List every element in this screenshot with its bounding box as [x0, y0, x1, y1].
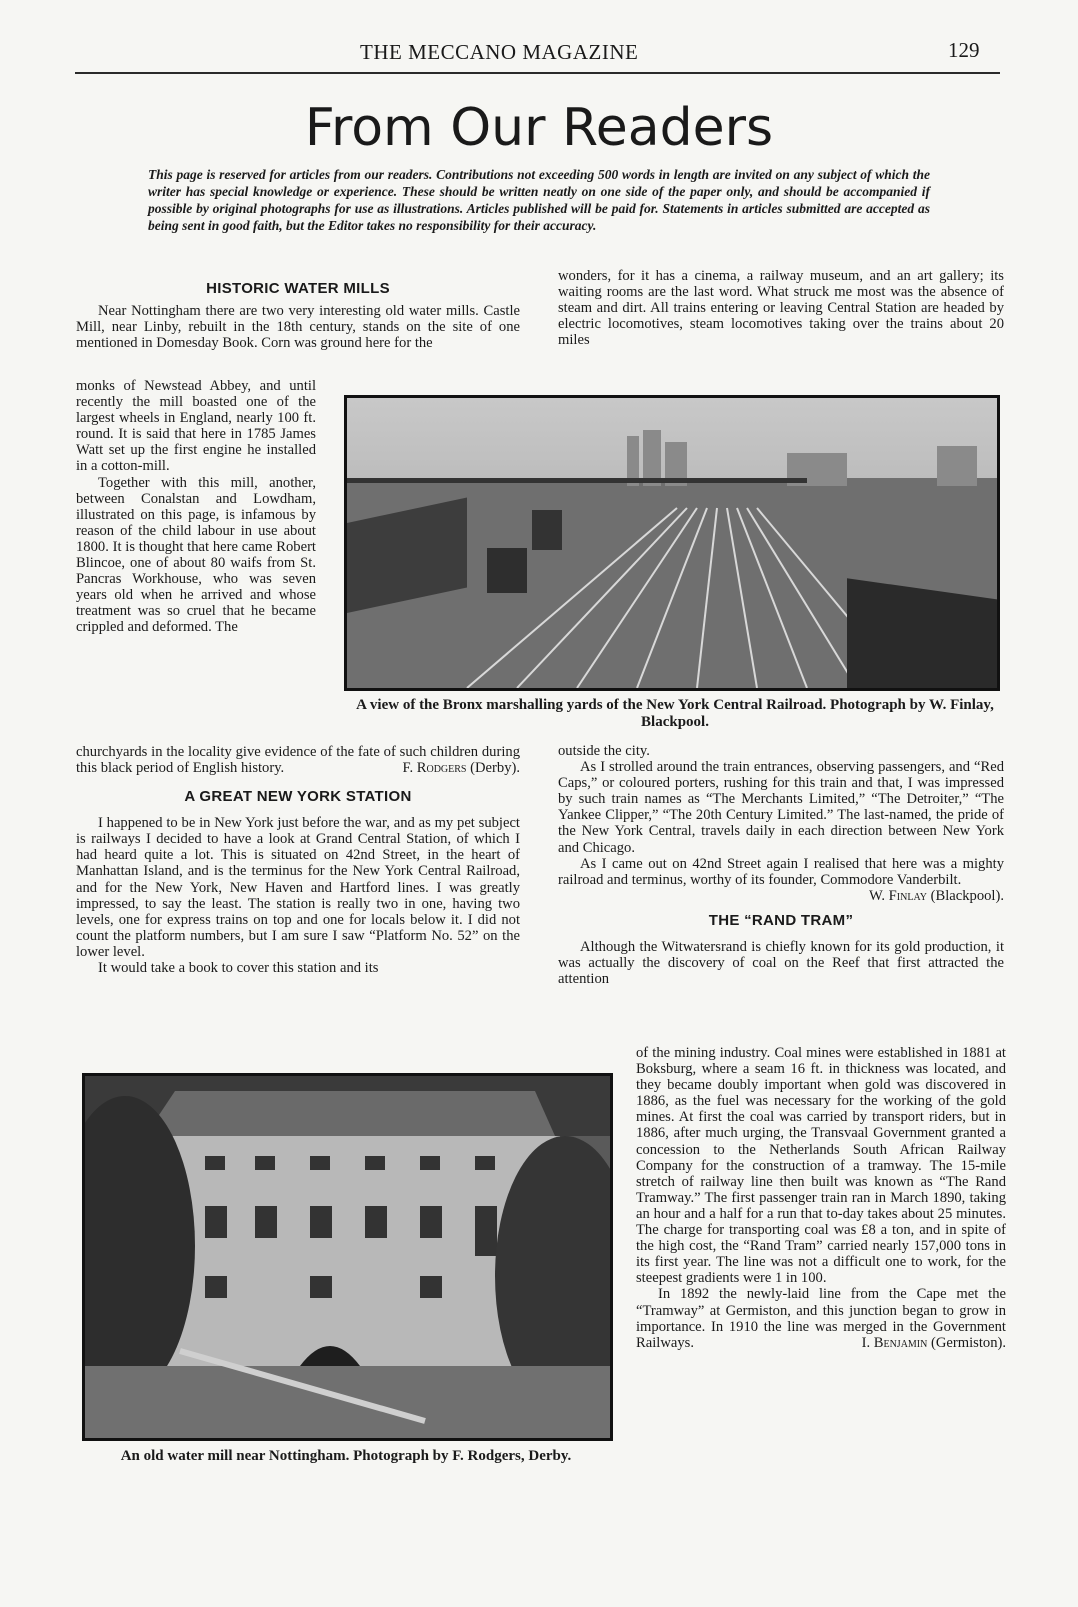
article-paragraph: Together with this mill, another, between Conalstan and Lowdham, illustrated on this page, is infamous by reason of the child labour in use about 1800. It is thought that here came Robert Blincoe, one of about 80 waifs from St. Pancras Workhouse, who was seven years old when he arrived and whose treatment was so cruel that he became crippled and deformed. The: [76, 474, 316, 636]
intro-paragraph: This page is reserved for articles from our readers. Contributions not exceeding 500 words in length are invited on any subject of which the writer has special knowledge or experience. These should be written neatly on one side of the paper only, and should be accompanied if possible by original photographs for use as illustrations. Articles published will be paid for. Statements in articles submitted are accepted as being sent in good faith, but the Editor takes no responsibility for their accuracy.: [148, 167, 930, 233]
article-heading: THE “RAND TRAM”: [708, 911, 854, 929]
article-ny-station-cont: [558, 268, 1004, 348]
water-mill-photo: [82, 1073, 613, 1441]
mill-photo-caption: An old water mill near Nottingham. Photograph by F. Rodgers, Derby.: [120, 1448, 572, 1464]
article-paragraph: outside the city.: [558, 743, 650, 759]
article-water-mills-top: [76, 280, 520, 351]
author-name: I. Benjamin: [861, 1334, 928, 1351]
article-paragraph: of the mining industry. Coal mines were established in 1881 at Boksburg, where a seam 16 ft. in thickness was located, and they became doubly important when gold was discovered in 1886, as the fuel was necessary for the working of the gold mines. At first the coal was carried by transport riders, but in 1886, after much urging, the Transvaal Government granted a concession to the Netherlands South African Railway Company for the construction of a tramway. The 15-mile stretch of railway line then built was known as “The Rand Tramway.” The first passenger train ran in March 1890, taking an hour and a half for a run that to-day takes about 25 minutes. The charge for transporting coal was £8 a ton, and in spite of the high cost, the “Rand Tram” carried nearly 157,000 tons in its first year. The line was not a difficult one to work, for the steepest gradients were 1 in 100.: [636, 1045, 1006, 1287]
article-paragraph: It would take a book to cover this station and its: [98, 960, 379, 977]
article-paragraph: As I came out on 42nd Street again I realised that here was a mighty railroad and terminus, worthy of its founder, Commodore Vanderbilt.: [558, 855, 1004, 888]
railway-yard-image: [347, 398, 997, 688]
header-rule: [75, 72, 1000, 74]
water-mill-image: [85, 1076, 610, 1438]
article-paragraph: monks of Newstead Abbey, and until recently the mill boasted one of the largest wheels in England, nearly 100 ft. round. It is said that here in 1785 James Watt set up the first engine he installed in a cotton-mill.: [76, 378, 316, 475]
article-paragraph: Although the Witwatersrand is chiefly known for its gold production, it was actually the discovery of coal on the Reef that first attracted the attention: [558, 938, 1004, 988]
railway-photo-caption: A view of the Bronx marshalling yards of the New York Central Railroad. Photograph by W. Finlay, Blackpool.: [356, 697, 994, 730]
article-rand-tram-cont: [636, 1045, 1006, 1351]
author-name: F. Rodgers: [402, 760, 467, 777]
article-ny-station-end: [558, 743, 1004, 987]
article-heading: HISTORIC WATER MILLS: [206, 280, 390, 297]
author-name: W. Finlay: [868, 887, 927, 904]
article-paragraph: In 1892 the newly-laid line from the Cape met the “Tramway” at Germiston, and this junction began to grow in importance. In 1910 the line was merged in the Government Railways.: [636, 1286, 1006, 1351]
article-paragraph: Near Nottingham there are two very interesting old water mills. Castle Mill, near Linby, rebuilt in the 18th century, stands on the site of one mentioned in Domesday Book. Corn was ground here for the: [76, 303, 520, 352]
article-paragraph: churchyards in the locality give evidence of the fate of such children during this black period of English history.: [76, 744, 520, 777]
magazine-title: THE MECCANO MAGAZINE: [360, 40, 639, 64]
page-number: 129: [948, 38, 980, 62]
page-title: From Our Readers: [304, 98, 774, 158]
article-paragraph: wonders, for it has a cinema, a railway museum, and an art gallery; its waiting rooms are the last word. What struck me most was the absence of steam and dirt. All trains entering or leaving Central Station are headed by electric locomotives, steam locomotives taking over the trains about 20 miles: [558, 268, 1004, 349]
author-signature: [558, 888, 1004, 904]
railway-yard-photo: [344, 395, 1000, 691]
article-water-mills-end: [76, 744, 520, 976]
author-place: (Blackpool).: [930, 887, 1004, 904]
article-water-mills-narrow: [76, 378, 316, 636]
author-place: (Derby).: [470, 760, 520, 777]
article-heading: A GREAT NEW YORK STATION: [184, 788, 412, 806]
author-place: (Germiston).: [931, 1334, 1006, 1351]
article-paragraph: As I strolled around the train entrances, observing passengers, and “Red Caps,” or coloured porters, rushing for this train and that, I was impressed by such train names as “The Merchants Limited,” “The Detroiter,” “The Yankee Clipper,” “The 20th Century Limited.” The last-named, the pride of the New York Central, travels daily in each direction between New York and Chicago.: [558, 759, 1004, 856]
article-paragraph: I happened to be in New York just before the war, and as my pet subject is railways I decided to have a look at Grand Central Station, of which I had heard quite a lot. This is situated on 42nd Street, in the heart of Manhattan Island, and is the terminus for the New York Central Railroad, and for the New York, New Haven and Hartford lines. I was greatly impressed, to say the least. The station is really two in one, having two levels, one for express trains on top and one for locals below it. I did not count the platform numbers, but I am sure I saw “Platform No. 52” on the lower level.: [76, 815, 520, 960]
